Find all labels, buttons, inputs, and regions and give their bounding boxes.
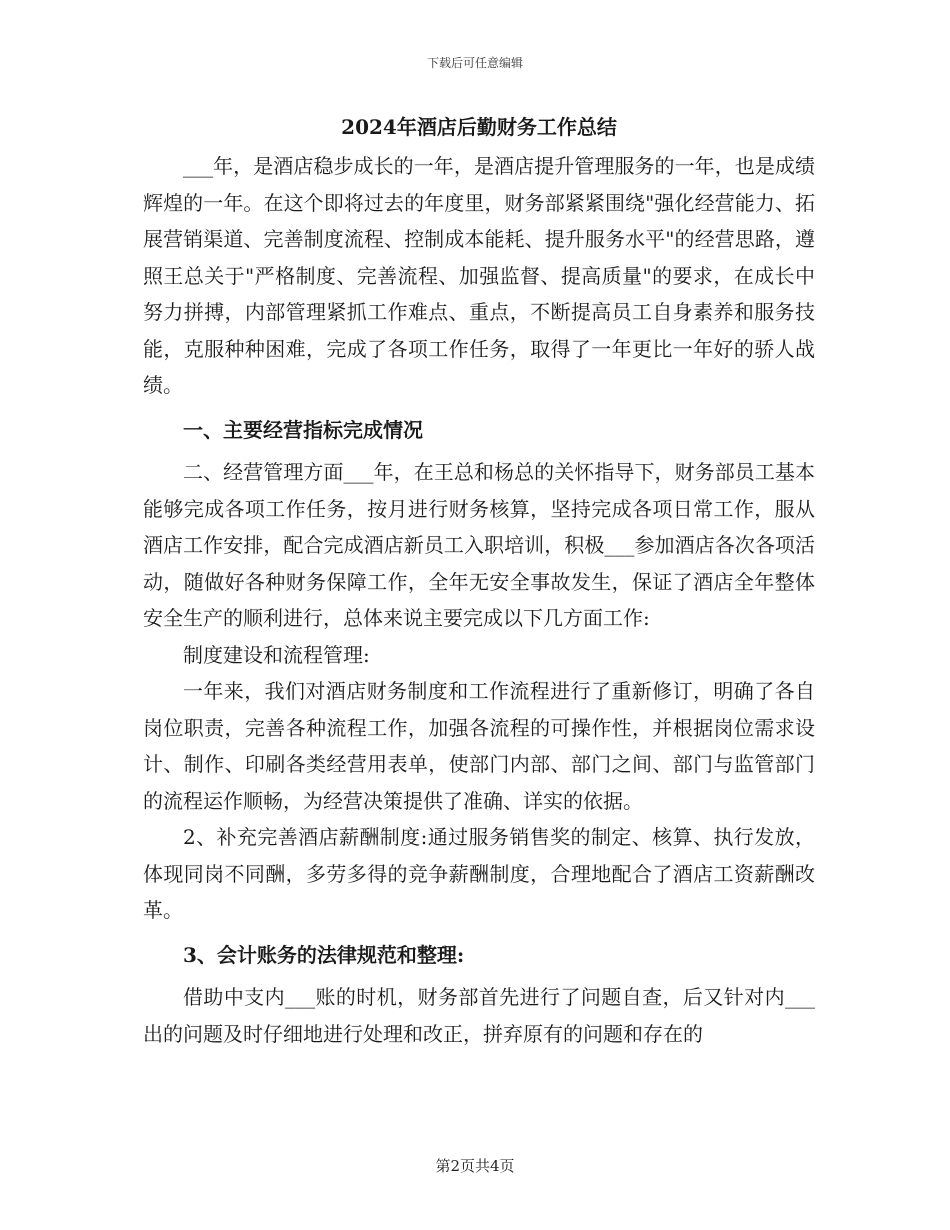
paragraph-management: 二、经营管理方面___年，在王总和杨总的关怀指导下，财务部员工基本能够完成各项工作任务，按月进行财务核算，坚持完成各项日常工作，服从酒店工作安排，配合完成酒店新员工入职培训，积极___参加酒店各次各项活动，随做好各种财务保障工作，全年无安全事故发生，保证了酒店全年整体安全生产的顺利进行，总体来说主要完成以下几方面工作:	[143, 460, 815, 630]
section-heading-1: 一、主要经营指标完成情况	[183, 417, 423, 442]
page-header-note: 下载后可任意编辑	[426, 56, 523, 70]
paragraph-subheading-system: 制度建设和流程管理:	[183, 642, 370, 667]
section-heading-3: 3、会计账务的法律规范和整理:	[183, 942, 465, 967]
paragraph-system-details: 一年来，我们对酒店财务制度和工作流程进行了重新修订，明确了各自岗位职责，完善各种流程工作，加强各流程的可操作性，并根据岗位需求设计、制作、印刷各类经营用表单，使部门内部、部门之间、部门与监管部门的流程运作顺畅，为经营决策提供了准确、详实的依据。	[143, 679, 815, 813]
page-number: 第2页共4页	[435, 1157, 515, 1175]
paragraph-salary: 2、补充完善酒店薪酬制度:通过服务销售奖的制定、核算、执行发放，体现同岗不同酬，多劳多得的竞争薪酬制度，合理地配合了酒店工资薪酬改革。	[143, 825, 815, 922]
document-body	[143, 112, 815, 1052]
paragraph-accounting: 借助中支内___账的时机，财务部首先进行了问题自查，后又针对内___出的问题及时仔细地进行处理和改正，拼弃原有的问题和存在的	[143, 985, 815, 1046]
paragraph-intro: ___年，是酒店稳步成长的一年，是酒店提升管理服务的一年，也是成绩辉煌的一年。在这个即将过去的年度里，财务部紧紧围绕"强化经营能力、拓展营销渠道、完善制度流程、控制成本能耗、提升服务水平"的经营思路，遵照王总关于"严格制度、完善流程、加强监督、提高质量"的要求，在成长中努力拼搏，内部管理紧抓工作难点、重点，不断提高员工自身素养和服务技能，克服种种困难，完成了各项工作任务，取得了一年更比一年好的骄人战绩。	[143, 154, 815, 397]
document-title: 2024年酒店后勤财务工作总结	[341, 115, 617, 139]
